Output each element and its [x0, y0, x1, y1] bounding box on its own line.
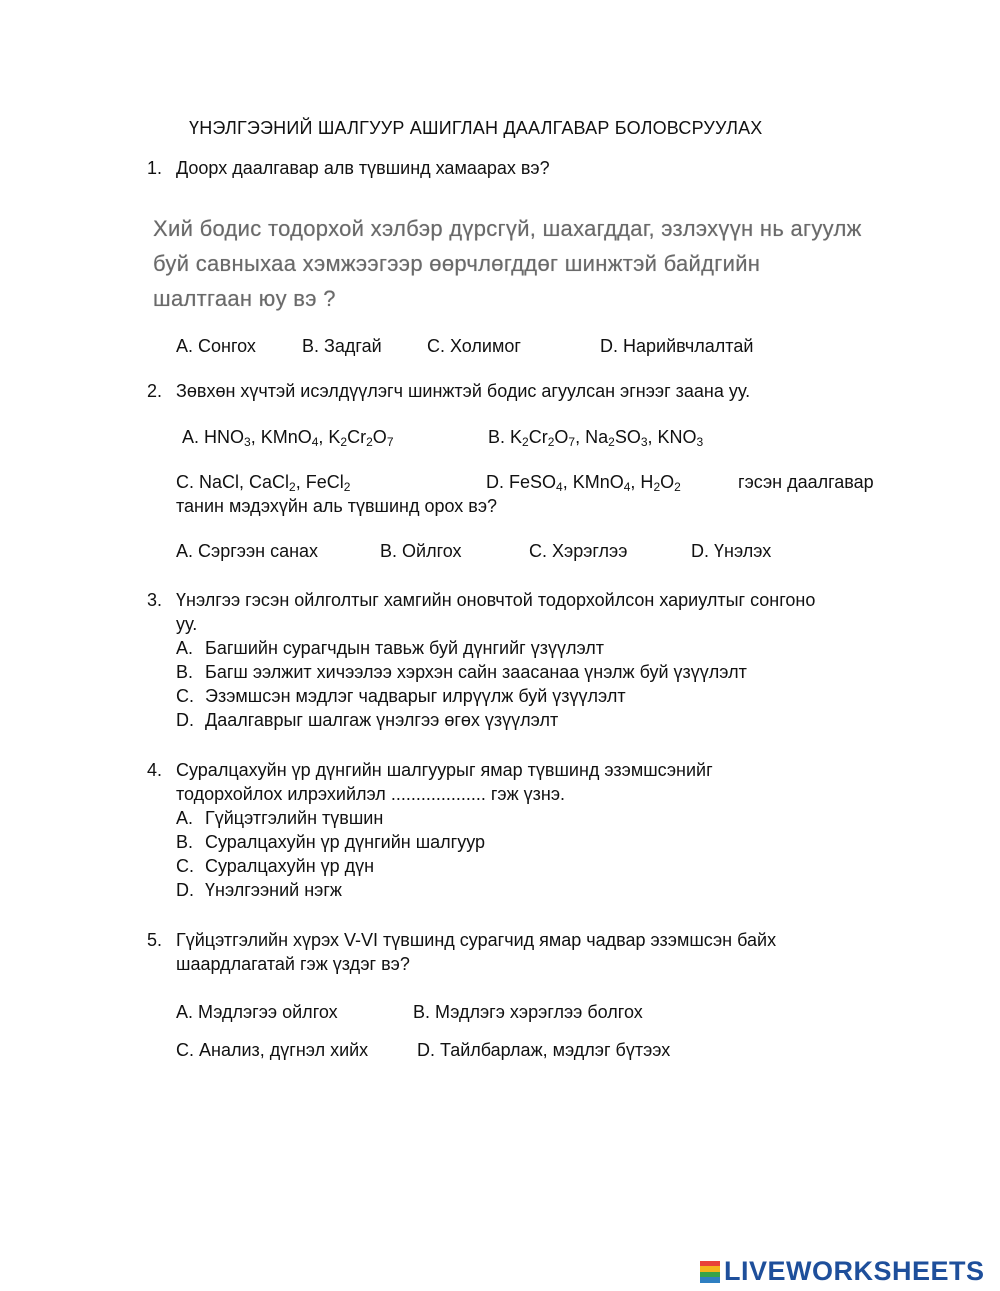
q4-option-a-letter: A. [176, 808, 194, 828]
q2-line-2: танин мэдэхүйн аль түвшинд орох вэ? [176, 496, 498, 516]
q5-option-a[interactable]: A. Мэдлэгээ ойлгох [176, 1002, 338, 1022]
q2-answer-a[interactable]: A. Сэргээн санах [176, 541, 319, 561]
q4-option-d-letter: D. [176, 880, 194, 900]
q1-option-b[interactable]: B. Задгай [302, 336, 382, 356]
q4-option-c[interactable]: Суралцахуйн үр дүн [205, 856, 375, 876]
q2-option-d[interactable]: D. FeSO$_4$, KMnO$_4$, $H_2O_2$ [486, 472, 681, 494]
q2-option-a[interactable]: A. $HNO_3$, KMnO$_4$, $K_2Cr_2O_7$ [182, 427, 394, 449]
q4-option-c-letter: C. [176, 856, 194, 876]
q4-option-d[interactable]: Үнэлгээний нэгж [205, 880, 342, 900]
liveworksheets-logo[interactable] [700, 1256, 985, 1287]
q1-image-line-3: шалтгаан юу вэ ? [153, 286, 336, 311]
q2-number: 2. [147, 381, 163, 401]
q4-line-1: Суралцахуйн үр дүнгийн шалгуурыг ямар түвшинд эзэмшсэнийг [176, 760, 713, 780]
q1-image-line-2: буй савныхаа хэмжээгээр өөрчлөгддөг шинжтэй байдгийн [153, 251, 761, 276]
q1-option-a[interactable]: A. Сонгох [176, 336, 256, 356]
q3-option-c-letter: C. [176, 686, 194, 706]
liveworksheets-logo-text: LIVEWORKSHEETS [724, 1256, 985, 1286]
q2-option-c[interactable]: C. NaCl, CaCl$_2$, FeCl$_2$ [176, 472, 351, 494]
q2-text: Зөвхөн хүчтэй исэлдүүлэгч шинжтэй бодис агуулсан эгнээг заана уу. [176, 381, 751, 401]
q4-option-b-letter: B. [176, 832, 194, 852]
q5-number: 5. [147, 930, 163, 950]
q3-line-1: Үнэлгээ гэсэн ойлголтыг хамгийн оновчтой тодорхойлсон хариултыг сонгоно [176, 590, 816, 610]
q3-number: 3. [147, 590, 163, 610]
q4-line-2: тодорхойлох илрэхийлэл ................... гэж үзнэ. [176, 784, 566, 804]
q2-answer-c[interactable]: C. Хэрэглээ [529, 541, 628, 561]
q3-option-a[interactable]: Багшийн сурагчдын тавьж буй дүнгийг үзүүлэлт [205, 638, 605, 658]
q4-option-a[interactable]: Гүйцэтгэлийн түвшин [205, 808, 384, 828]
q1-image-line-1: Хий бодис тодорхой хэлбэр дүрсгүй, шахагддаг, эзлэхүүн нь агуулж [153, 216, 862, 241]
q5-option-c[interactable]: C. Анализ, дүгнэл хийх [176, 1040, 369, 1060]
q5-option-d[interactable]: D. Тайлбарлаж, мэдлэг бүтээх [417, 1040, 671, 1060]
q3-option-a-letter: A. [176, 638, 194, 658]
q5-option-b[interactable]: B. Мэдлэгэ хэрэглээ болгох [413, 1002, 643, 1022]
q2-answer-d[interactable]: D. Үнэлэх [691, 541, 772, 561]
q5-line-2: шаардлагатай гэж үздэг вэ? [176, 954, 410, 974]
q1-option-c[interactable]: C. Холимог [427, 336, 521, 356]
q2-option-b[interactable]: B. $K_2Cr_2O_7$, $Na_2SO_3$, $KNO_3$ [488, 427, 704, 449]
q3-option-c[interactable]: Эзэмшсэн мэдлэг чадварыг илрүүлж буй үзүүлэлт [205, 686, 626, 706]
q2-trailing-text: гэсэн даалгавар [738, 472, 874, 492]
liveworksheets-logo-icon [700, 1261, 720, 1283]
q3-option-d-letter: D. [176, 710, 194, 730]
q3-option-d[interactable]: Даалгаврыг шалгаж үнэлгээ өгөх үзүүлэлт [205, 710, 559, 730]
q1-text: Доорх даалгавар алв түвшинд хамаарах вэ? [176, 158, 550, 178]
q3-line-2: уу. [176, 614, 198, 634]
page-title: ҮНЭЛГЭЭНИЙ ШАЛГУУР АШИГЛАН ДААЛГАВАР БОЛОВСРУУЛАХ [189, 118, 763, 138]
q4-number: 4. [147, 760, 163, 780]
q3-option-b[interactable]: Багш ээлжит хичээлээ хэрхэн сайн заасанаа үнэлж буй үзүүлэлт [205, 662, 747, 682]
q5-line-1: Гүйцэтгэлийн хүрэх V-VI түвшинд сурагчид ямар чадвар эзэмшсэн байх [176, 930, 777, 950]
q2-answer-b[interactable]: B. Ойлгох [380, 541, 462, 561]
logo-stripe-blue [700, 1277, 720, 1283]
q1-number: 1. [147, 158, 163, 178]
q1-option-d[interactable]: D. Нарийвчлалтай [600, 336, 754, 356]
q4-option-b[interactable]: Суралцахуйн үр дүнгийн шалгуур [205, 832, 486, 852]
q3-option-b-letter: B. [176, 662, 194, 682]
